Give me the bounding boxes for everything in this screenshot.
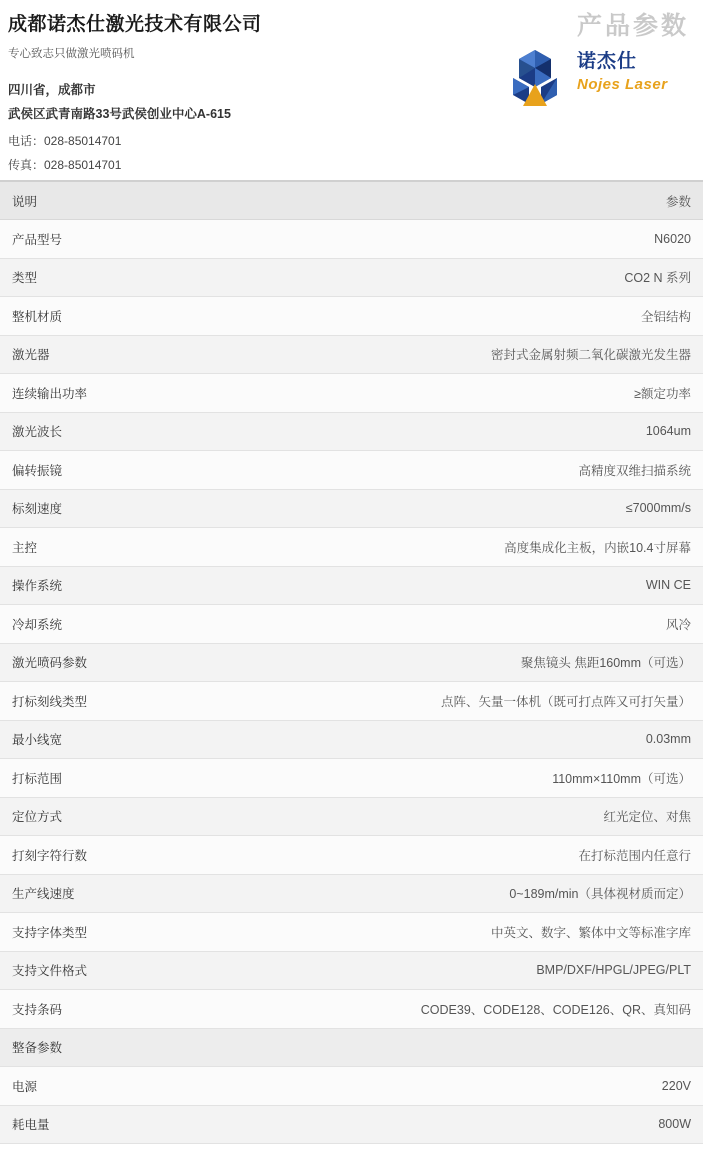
table-row bbox=[0, 1105, 703, 1144]
spec-value: 110mm×110mm（可选） bbox=[214, 759, 703, 798]
table-row bbox=[0, 836, 703, 875]
logo-hexagon-mark bbox=[499, 48, 571, 110]
spec-table bbox=[0, 180, 703, 1144]
table-row bbox=[0, 797, 703, 836]
phone-line: 电话：028-85014701 bbox=[8, 134, 122, 149]
spec-value: 密封式金属射频二氧化碳激光发生器 bbox=[214, 335, 703, 374]
column-header-description: 说明 bbox=[0, 181, 214, 220]
spec-label: 类型 bbox=[0, 258, 214, 297]
page-header bbox=[0, 0, 703, 180]
spec-value: N6020 bbox=[214, 220, 703, 259]
address-detail: 武侯区武青南路33号武侯创业中心A-615 bbox=[8, 107, 231, 122]
logo-chinese-name: 诺杰仕 bbox=[577, 51, 638, 72]
spec-label: 生产线速度 bbox=[0, 874, 214, 913]
table-header-row bbox=[0, 181, 703, 220]
spec-value: 220V bbox=[214, 1067, 703, 1106]
table-row bbox=[0, 374, 703, 413]
spec-label: 冷却系统 bbox=[0, 605, 214, 644]
spec-value: 高精度双维扫描系统 bbox=[214, 451, 703, 490]
spec-label: 激光波长 bbox=[0, 412, 214, 451]
spec-label: 整机材质 bbox=[0, 297, 214, 336]
spec-value: 聚焦镜头 焦距160mm（可选） bbox=[214, 643, 703, 682]
column-header-parameter: 参数 bbox=[214, 181, 703, 220]
table-row bbox=[0, 220, 703, 259]
table-row bbox=[0, 951, 703, 990]
spec-label: 激光喷码参数 bbox=[0, 643, 214, 682]
table-row bbox=[0, 528, 703, 567]
spec-label: 激光器 bbox=[0, 335, 214, 374]
spec-value: ≤7000mm/s bbox=[214, 489, 703, 528]
spec-value: 0.03mm bbox=[214, 720, 703, 759]
spec-label: 标刻速度 bbox=[0, 489, 214, 528]
table-row bbox=[0, 566, 703, 605]
spec-value: 全铝结构 bbox=[214, 297, 703, 336]
spec-value: 风冷 bbox=[214, 605, 703, 644]
table-row bbox=[0, 913, 703, 952]
table-row bbox=[0, 720, 703, 759]
spec-value: WIN CE bbox=[214, 566, 703, 605]
spec-label: 打刻字符行数 bbox=[0, 836, 214, 875]
table-row bbox=[0, 990, 703, 1029]
table-row bbox=[0, 451, 703, 490]
spec-value: 高度集成化主板，内嵌10.4寸屏幕 bbox=[214, 528, 703, 567]
page-title: 产品参数 bbox=[576, 12, 689, 40]
table-row bbox=[0, 258, 703, 297]
table-section-row bbox=[0, 1028, 703, 1067]
table-row bbox=[0, 759, 703, 798]
table-row bbox=[0, 412, 703, 451]
spec-label: 主控 bbox=[0, 528, 214, 567]
spec-value: 1064um bbox=[214, 412, 703, 451]
spec-label: 最小线宽 bbox=[0, 720, 214, 759]
table-row bbox=[0, 297, 703, 336]
company-name: 成都诺杰仕激光技术有限公司 bbox=[8, 14, 262, 35]
spec-label: 连续输出功率 bbox=[0, 374, 214, 413]
spec-label: 打标范围 bbox=[0, 759, 214, 798]
company-slogan: 专心致志只做激光喷码机 bbox=[8, 47, 135, 60]
spec-value: 红光定位、对焦 bbox=[214, 797, 703, 836]
table-row bbox=[0, 682, 703, 721]
spec-label: 整备参数 bbox=[0, 1028, 214, 1067]
spec-value: 0~189m/min（具体视材质而定） bbox=[214, 874, 703, 913]
spec-value: 中英文、数字、繁体中文等标准字库 bbox=[214, 913, 703, 952]
table-row bbox=[0, 874, 703, 913]
table-row bbox=[0, 335, 703, 374]
spec-value: 800W bbox=[214, 1105, 703, 1144]
spec-label: 支持文件格式 bbox=[0, 951, 214, 990]
spec-label: 打标刻线类型 bbox=[0, 682, 214, 721]
table-row bbox=[0, 605, 703, 644]
spec-label: 耗电量 bbox=[0, 1105, 214, 1144]
spec-value: CO2 N 系列 bbox=[214, 258, 703, 297]
spec-table-body bbox=[0, 181, 703, 1144]
fax-line: 传真：028-85014701 bbox=[8, 158, 122, 173]
table-row bbox=[0, 489, 703, 528]
spec-label: 偏转振镜 bbox=[0, 451, 214, 490]
company-logo bbox=[499, 48, 689, 110]
spec-label: 支持条码 bbox=[0, 990, 214, 1029]
spec-value: 在打标范围内任意行 bbox=[214, 836, 703, 875]
table-row bbox=[0, 1067, 703, 1106]
spec-value bbox=[214, 1028, 703, 1067]
spec-label: 支持字体类型 bbox=[0, 913, 214, 952]
logo-english-name: Nojes Laser bbox=[577, 75, 668, 93]
spec-label: 电源 bbox=[0, 1067, 214, 1106]
logo-wordmark bbox=[577, 52, 689, 94]
spec-value: CODE39、CODE128、CODE126、QR、真知码 bbox=[214, 990, 703, 1029]
spec-value: 点阵、矢量一体机（既可打点阵又可打矢量） bbox=[214, 682, 703, 721]
spec-label: 定位方式 bbox=[0, 797, 214, 836]
address-province: 四川省，成都市 bbox=[8, 82, 96, 97]
spec-label: 产品型号 bbox=[0, 220, 214, 259]
table-row bbox=[0, 643, 703, 682]
spec-label: 操作系统 bbox=[0, 566, 214, 605]
spec-value: ≥额定功率 bbox=[214, 374, 703, 413]
spec-value: BMP/DXF/HPGL/JPEG/PLT bbox=[214, 951, 703, 990]
